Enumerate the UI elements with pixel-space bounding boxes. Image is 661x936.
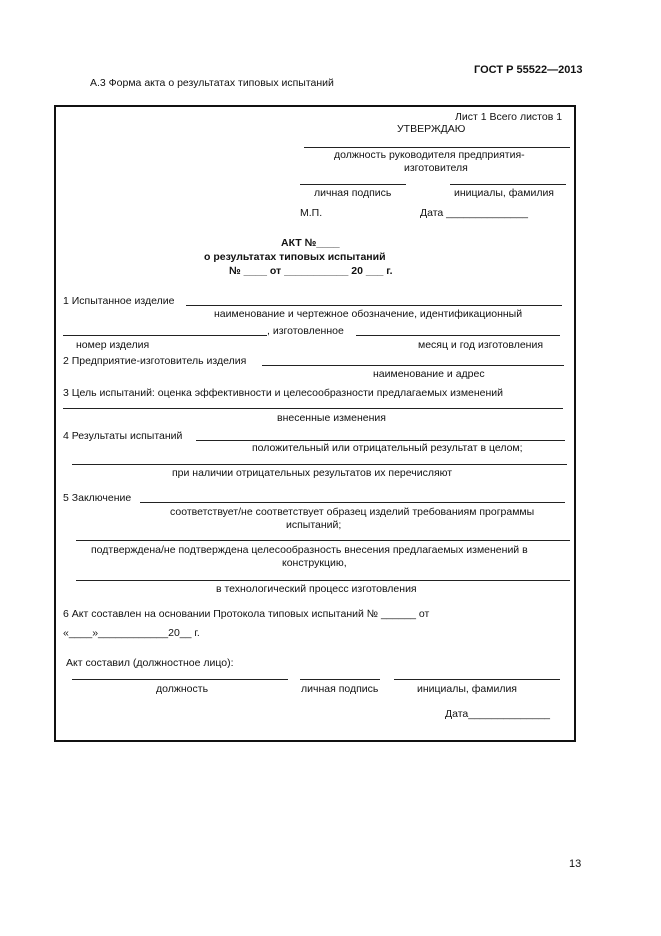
item5-caption-2-cont: конструкцию, xyxy=(282,557,347,569)
item5-process-line[interactable] xyxy=(76,580,570,581)
item4-result-line[interactable] xyxy=(196,440,565,441)
item3-caption: внесенные изменения xyxy=(277,412,386,424)
composed-by-label: Акт составил (должностное лицо): xyxy=(66,657,234,669)
sheet-info: Лист 1 Всего листов 1 xyxy=(455,111,563,123)
item5-expediency-line[interactable] xyxy=(76,540,570,541)
item1-product-line[interactable] xyxy=(186,305,562,306)
item1-manufactured-line[interactable] xyxy=(356,335,560,336)
item2-label: 2 Предприятие-изготовитель изделия xyxy=(63,355,247,367)
approver-position-caption-cont: изготовителя xyxy=(404,162,468,174)
item2-manufacturer-line[interactable] xyxy=(262,365,564,366)
item5-caption-2: подтверждена/не подтверждена целесообразность внесения предлагаемых изменений в xyxy=(91,544,528,556)
final-date[interactable]: Дата______________ xyxy=(445,708,551,720)
standard-number: ГОСТ Р 55522—2013 xyxy=(474,64,583,76)
item2-caption: наименование и адрес xyxy=(373,368,485,380)
item1-serial-caption: номер изделия xyxy=(76,339,150,351)
item1-caption: наименование и чертежное обозначение, идентификационный xyxy=(214,308,523,320)
approval-date[interactable]: Дата ______________ xyxy=(420,207,528,219)
composer-position-caption: должность xyxy=(156,683,209,695)
item4-label: 4 Результаты испытаний xyxy=(63,430,183,442)
approve-label: УТВЕРЖДАЮ xyxy=(397,123,466,135)
act-title: АКТ №____ xyxy=(281,237,340,249)
composer-initials-caption: инициалы, фамилия xyxy=(417,683,517,695)
approver-position-caption: должность руководителя предприятия- xyxy=(334,149,525,161)
composer-signature-line[interactable] xyxy=(300,679,380,680)
page-number: 13 xyxy=(569,858,582,870)
composer-signature-caption: личная подпись xyxy=(301,683,379,695)
item4-caption-2: при наличии отрицательных результатов их перечисляют xyxy=(172,467,453,479)
item5-label: 5 Заключение xyxy=(63,492,132,504)
item3-label: 3 Цель испытаний: оценка эффективности и целесообразности предлагаемых изменений xyxy=(63,387,504,399)
item1-serial-line[interactable] xyxy=(63,335,267,336)
item1-manufactured-label: , изготовленное xyxy=(267,325,344,337)
composer-initials-line[interactable] xyxy=(394,679,560,680)
item4-failures-line[interactable] xyxy=(72,464,567,465)
stamp-label: М.П. xyxy=(300,207,323,219)
item1-label: 1 Испытанное изделие xyxy=(63,295,175,307)
item5-caption-1: соответствует/не соответствует образец изделий требованиям программы xyxy=(170,506,535,518)
act-subtitle: о результатах типовых испытаний xyxy=(204,251,386,263)
item5-conclusion-line[interactable] xyxy=(140,502,565,503)
approver-signature-caption: личная подпись xyxy=(314,187,392,199)
item5-caption-3: в технологический процесс изготовления xyxy=(216,583,417,595)
approver-initials-line[interactable] xyxy=(450,184,566,185)
item1-month-year-caption: месяц и год изготовления xyxy=(418,339,544,351)
item3-changes-line[interactable] xyxy=(63,408,563,409)
act-number-date: № ____ от ___________ 20 ___ г. xyxy=(229,265,393,277)
item4-caption: положительный или отрицательный результат в целом; xyxy=(252,442,523,454)
approver-position-line[interactable] xyxy=(304,147,570,148)
section-title: А.3 Форма акта о результатах типовых испытаний xyxy=(90,77,334,89)
composer-position-line[interactable] xyxy=(72,679,288,680)
item6-label: 6 Акт составлен на основании Протокола типовых испытаний № ______ от xyxy=(63,608,430,620)
item5-caption-1-cont: испытаний; xyxy=(286,519,342,531)
approver-signature-line[interactable] xyxy=(300,184,406,185)
approver-initials-caption: инициалы, фамилия xyxy=(454,187,554,199)
item6-date[interactable]: «____»____________20__ г. xyxy=(63,627,200,639)
